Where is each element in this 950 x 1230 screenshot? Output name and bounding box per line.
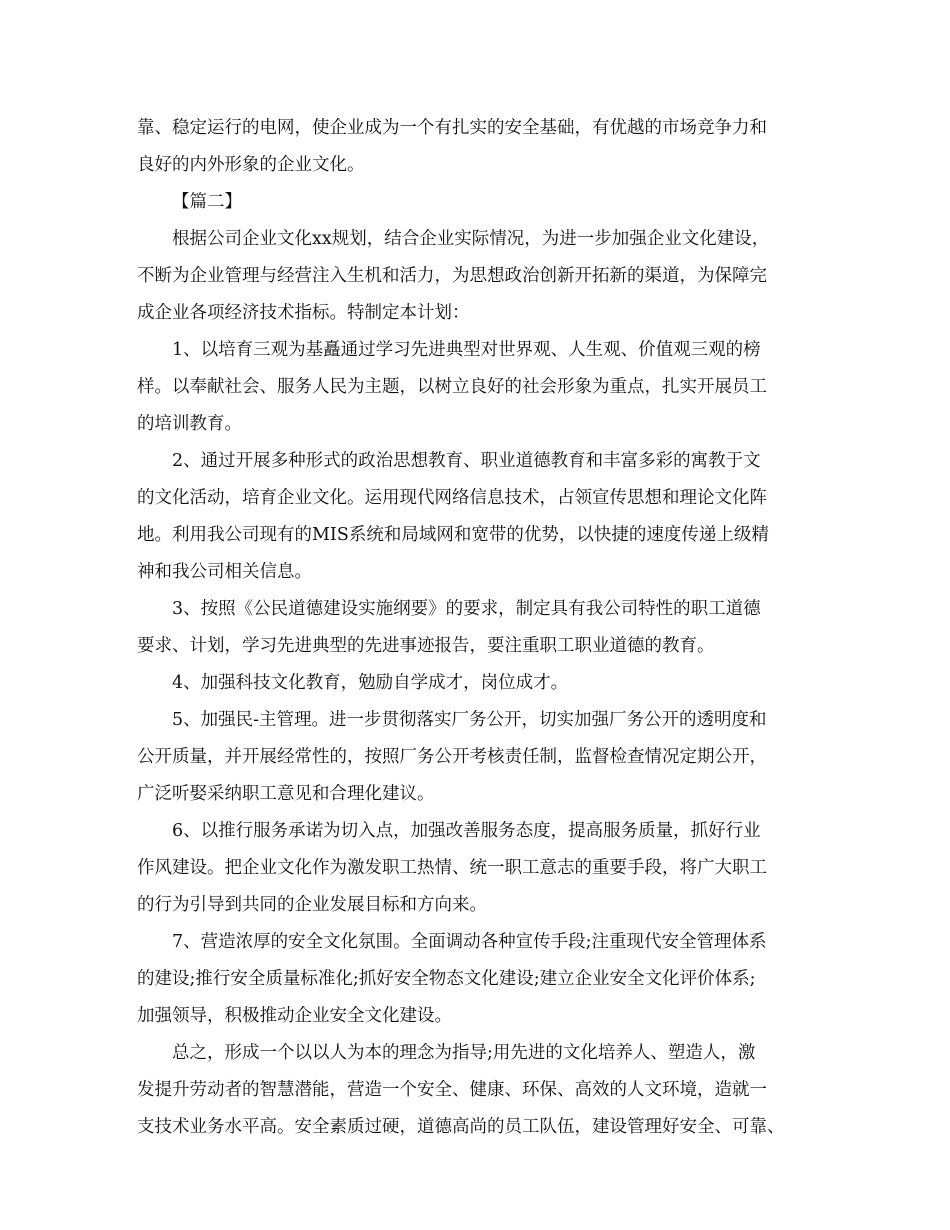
text-line: 要求、计划，学习先进典型的先进事迹报告，要注重职工职业道德的教育。 <box>137 636 715 656</box>
text-line: 7、营造浓厚的安全文化氛围。全面调动各种宣传手段;注重现代安全管理体系 <box>172 932 767 952</box>
text-line: 支技术业务水平高。安全素质过硬，道德高尚的员工队伍，建设管理好安全、可靠、 <box>137 1117 785 1137</box>
text-line: 总之，形成一个以以人为本的理念为指导;用先进的文化培养人、塑造人，激 <box>172 1043 756 1063</box>
text-line: 公开质量，并开展经常性的，按照厂务公开考核责任制，监督检查情况定期公开， <box>137 747 767 767</box>
text-line: 1、以培育三观为基矗通过学习先进典型对世界观、人生观、价值观三观的榜 <box>172 340 761 360</box>
text-line: 靠、稳定运行的电网，使企业成为一个有扎实的安全基础，有优越的市场竞争力和 <box>137 118 767 138</box>
text-line: 根据公司企业文化xx规划，结合企业实际情况，为进一步加强企业文化建设， <box>172 229 770 249</box>
text-line: 作风建设。把企业文化作为激发职工热情、统一职工意志的重要手段，将广大职工 <box>137 858 767 878</box>
text-line: 的文化活动，培育企业文化。运用现代网络信息技术，占领宣传思想和理论文化阵 <box>137 488 767 508</box>
text-line: 广泛听娶采纳职工意见和合理化建议。 <box>137 784 435 804</box>
text-line: 2、通过开展多种形式的政治思想教育、职业道德教育和丰富多彩的寓教于文 <box>172 451 761 471</box>
section-heading: 【篇二】 <box>172 192 242 212</box>
text-line: 发提升劳动者的智慧潜能，营造一个安全、健康、环保、高效的人文环境，造就一 <box>137 1080 767 1100</box>
text-line: 成企业各项经济技术指标。特制定本计划： <box>137 303 470 323</box>
text-line: 的建设;推行安全质量标准化;抓好安全物态文化建设;建立企业安全文化评价体系; <box>137 969 756 989</box>
text-line: 不断为企业管理与经营注入生机和活力，为思想政治创新开拓新的渠道，为保障完 <box>137 266 767 286</box>
text-line: 良好的内外形象的企业文化。 <box>137 155 365 175</box>
text-line: 3、按照《公民道德建设实施纲要》的要求，制定具有我公司特性的职工道德 <box>172 599 761 619</box>
text-line: 神和我公司相关信息。 <box>137 562 312 582</box>
text-line: 的行为引导到共同的企业发展目标和方向来。 <box>137 895 487 915</box>
text-line: 样。以奉献社会、服务人民为主题，以树立良好的社会形象为重点，扎实开展员工 <box>137 377 767 397</box>
text-line: 地。利用我公司现有的MIS系统和局域网和宽带的优势，以快捷的速度传递上级精 <box>137 525 769 545</box>
text-line: 的培训教育。 <box>137 414 242 434</box>
text-line: 4、加强科技文化教育，勉励自学成才，岗位成才。 <box>172 673 569 693</box>
text-line: 5、加强民-主管理。进一步贯彻落实厂务公开，切实加强厂务公开的透明度和 <box>172 710 767 730</box>
text-line: 6、以推行服务承诺为切入点，加强改善服务态度，提高服务质量，抓好行业 <box>172 821 761 841</box>
text-line: 加强领导，积极推动企业安全文化建设。 <box>137 1006 452 1026</box>
